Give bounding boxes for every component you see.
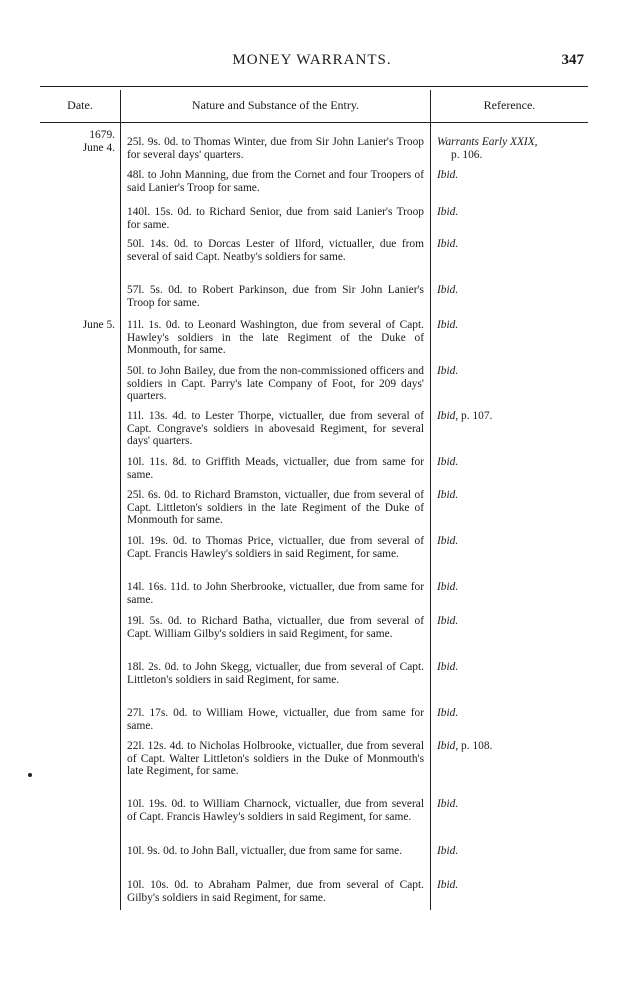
entry-text: 25l. 6s. 0d. to Richard Bramston, victualler, due from several of Capt. Littleton's soldiers in the late Regiment of the Duke of Monmouth for same.	[127, 489, 424, 526]
column-header-date: Date.	[67, 98, 93, 112]
entry-text: 18l. 2s. 0d. to John Skegg, victualler, due from several of Capt. Littleton's soldiers in said Regiment, for same.	[127, 661, 424, 686]
reference-text: Ibid.	[437, 169, 459, 181]
column-divider-left	[120, 90, 121, 910]
running-head	[0, 52, 624, 74]
entry-text: 50l. to John Bailey, due from the non-commissioned officers and soldiers in Capt. Parry's late Company of Foot, for 209 days' quarters.	[127, 365, 424, 402]
entry-reference	[437, 284, 585, 297]
entry-reference	[437, 661, 585, 674]
page-title: MONEY WARRANTS.	[232, 52, 392, 68]
reference-text: Ibid.	[437, 661, 459, 673]
reference-text: Ibid.	[437, 615, 459, 627]
reference-text: Ibid.	[437, 365, 459, 377]
entry-text: 10l. 19s. 0d. to William Charnock, victualler, due from several of Capt. Francis Hawley's soldiers in said Regiment, for same.	[127, 798, 424, 823]
entry-text: 50l. 14s. 0d. to Dorcas Lester of Ilford, victualler, due from several of said Capt. Neatby's soldiers for same.	[127, 238, 424, 263]
entry-reference	[437, 581, 585, 594]
entry-day: June 4.	[82, 141, 115, 154]
reference-text: Warrants Early XXIX,	[437, 136, 538, 148]
entry-text: 57l. 5s. 0d. to Robert Parkinson, due from Sir John Lanier's Troop for same.	[127, 284, 424, 309]
entry-text: 25l. 9s. 0d. to Thomas Winter, due from Sir John Lanier's Troop for several days' quarters.	[127, 136, 424, 161]
entry-reference	[437, 845, 585, 858]
column-header-reference: Reference.	[483, 98, 536, 112]
entry-text: 11l. 1s. 0d. to Leonard Washington, due from several of Capt. Hawley's soldiers in the late Regiment of the Duke of Monmouth, for same.	[127, 319, 424, 356]
entry-text: 22l. 12s. 4d. to Nicholas Holbrooke, victualler, due from several of Capt. Walter Littleton's soldiers in the Duke of Monmouth's late Regiment, for same.	[127, 740, 424, 777]
header-rule	[40, 122, 588, 123]
reference-text: Ibid	[437, 410, 456, 422]
reference-page: , p. 108.	[455, 740, 493, 752]
reference-text: Ibid.	[437, 707, 459, 719]
entry-reference	[437, 489, 585, 502]
entry-reference	[437, 206, 585, 219]
entry-date: June 5.	[82, 319, 115, 331]
entry-reference	[437, 456, 585, 469]
reference-text: Ibid.	[437, 489, 459, 501]
ink-speck	[28, 773, 32, 777]
reference-text: Ibid.	[437, 319, 459, 331]
entry-text: 27l. 17s. 0d. to William Howe, victualler, due from same for same.	[127, 707, 424, 732]
entry-reference	[437, 740, 585, 753]
entry-reference	[437, 707, 585, 720]
reference-text: Ibid.	[437, 238, 459, 250]
entry-text: 10l. 19s. 0d. to Thomas Price, victualler, due from several of Capt. Francis Hawley's soldiers in said Regiment, for same.	[127, 535, 424, 560]
entry-reference	[437, 615, 585, 628]
reference-text: Ibid.	[437, 581, 459, 593]
entry-text: 10l. 11s. 8d. to Griffith Meads, victualler, due from same for same.	[127, 456, 424, 481]
entry-year: 1679.	[89, 129, 115, 141]
reference-text: Ibid.	[437, 284, 459, 296]
entry-reference	[437, 798, 585, 811]
entry-reference	[437, 879, 585, 892]
top-rule	[40, 86, 588, 87]
entry-reference	[437, 169, 585, 182]
entry-date	[40, 129, 115, 154]
entry-reference	[437, 136, 585, 161]
reference-text: Ibid.	[437, 535, 459, 547]
entry-text: 140l. 15s. 0d. to Richard Senior, due from said Lanier's Troop for same.	[127, 206, 424, 231]
entry-reference	[437, 535, 585, 548]
entry-reference	[437, 319, 585, 332]
entry-text: 11l. 13s. 4d. to Lester Thorpe, victualler, due from several of Capt. Congrave's soldiers in abovesaid Regiment, for several days' quarters.	[127, 410, 424, 447]
entry-text: 14l. 16s. 11d. to John Sherbrooke, victualler, due from same for same.	[127, 581, 424, 606]
reference-text: Ibid.	[437, 206, 459, 218]
reference-page: p. 106.	[451, 148, 483, 161]
reference-page: , p. 107.	[455, 410, 493, 422]
entry-text: 19l. 5s. 0d. to Richard Batha, victualler, due from several of Capt. William Gilby's soldiers in said Regiment, for same.	[127, 615, 424, 640]
reference-text: Ibid.	[437, 456, 459, 468]
entry-text: 48l. to John Manning, due from the Cornet and four Troopers of said Lanier's Troop for same.	[127, 169, 424, 194]
entry-reference	[437, 238, 585, 251]
page-number: 347	[561, 52, 584, 68]
reference-text: Ibid.	[437, 798, 459, 810]
reference-text: Ibid	[437, 740, 456, 752]
reference-text: Ibid.	[437, 845, 459, 857]
entry-text: 10l. 9s. 0d. to John Ball, victualler, due from same for same.	[127, 845, 403, 857]
reference-text: Ibid.	[437, 879, 459, 891]
entry-reference	[437, 365, 585, 378]
column-header-nature: Nature and Substance of the Entry.	[191, 98, 360, 112]
column-divider-right	[430, 90, 431, 910]
entry-text: 10l. 10s. 0d. to Abraham Palmer, due from several of Capt. Gilby's soldiers in said Regiment, for same.	[127, 879, 424, 904]
entry-reference	[437, 410, 585, 423]
